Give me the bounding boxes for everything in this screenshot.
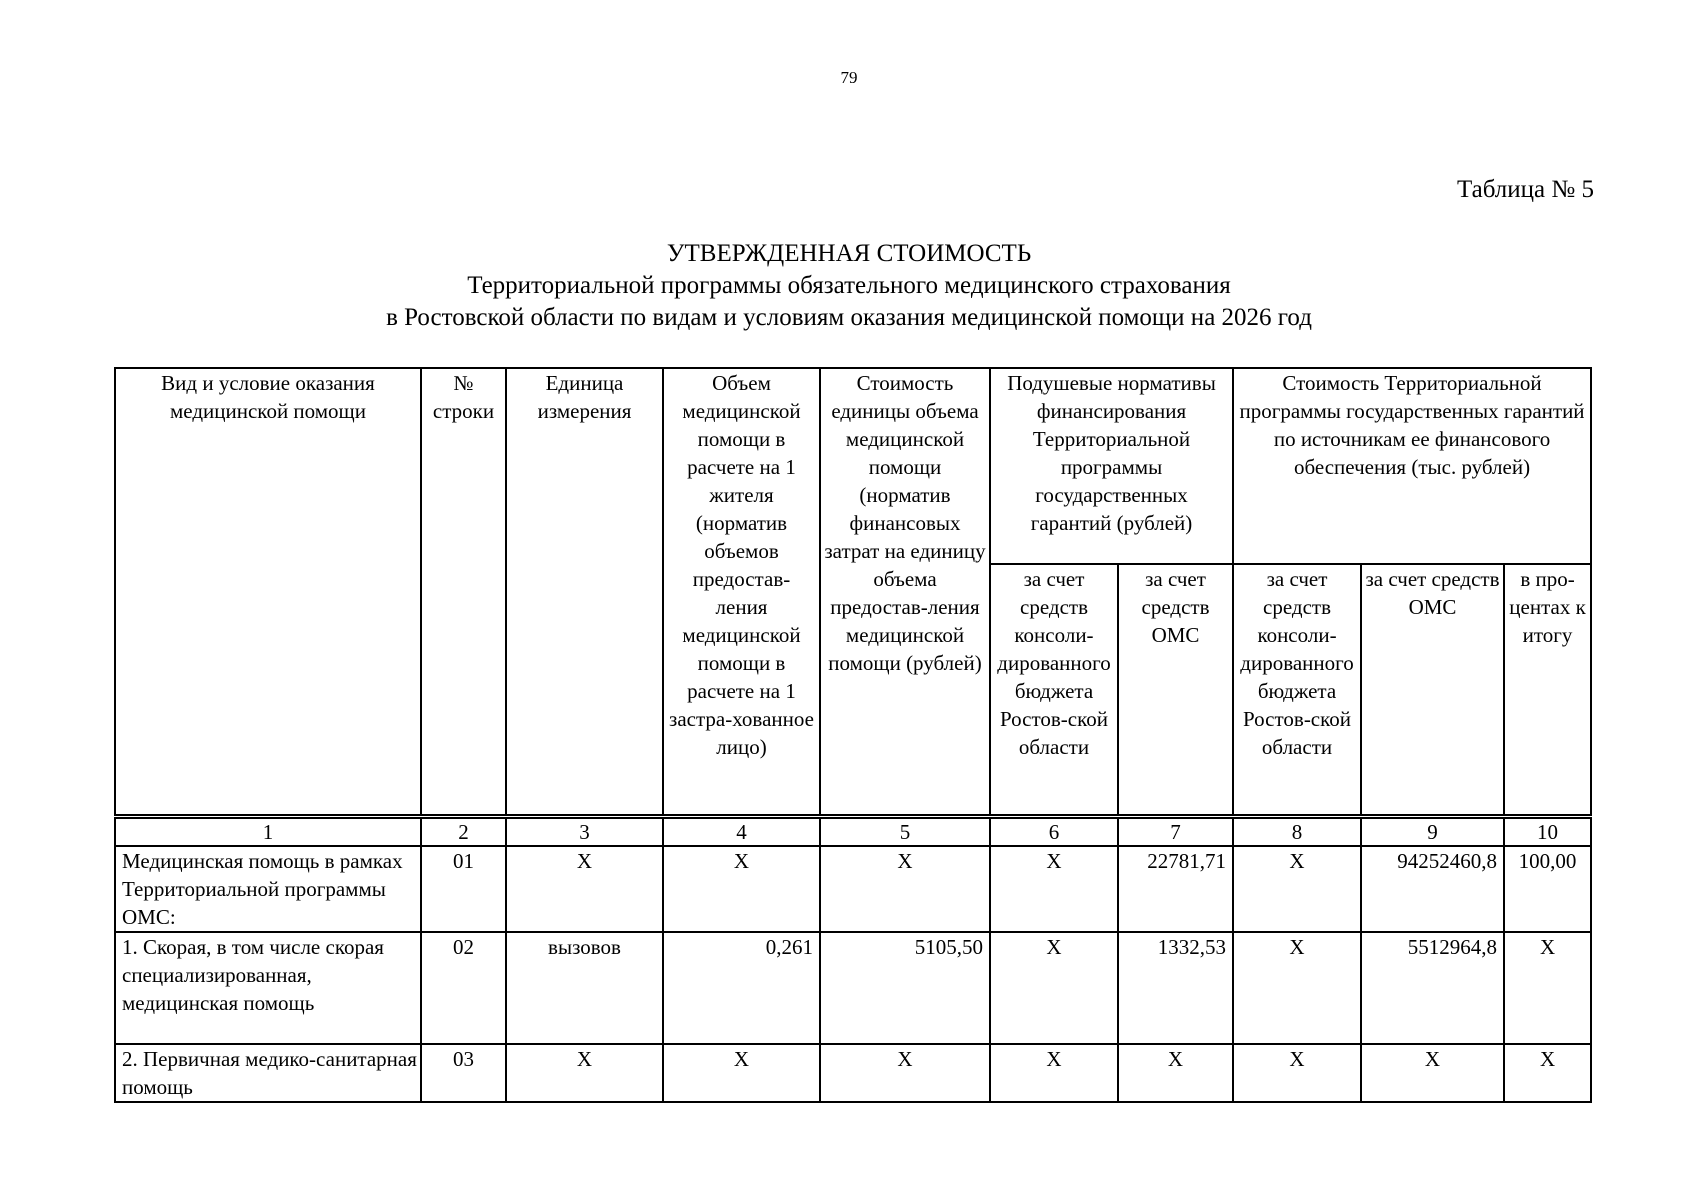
column-index: 10 [1504,816,1591,846]
row-oms-norm: X [1118,1044,1233,1102]
column-index-row [115,816,1591,846]
column-index: 1 [115,816,421,846]
header-program-cost: Стоимость Территориальной программы государственных гарантий по источникам ее финансового обеспечения (тыс. рублей) [1233,368,1591,564]
document-title [0,238,1698,334]
header-oms-total: за счет средств ОМС [1361,564,1504,816]
row-percent: X [1504,1044,1591,1102]
title-line-3: в Ростовской области по видам и условиям оказания медицинской помощи на 2026 год [386,304,1312,331]
title-line-1: УТВЕРЖДЕННАЯ СТОИМОСТЬ [666,240,1032,267]
row-unit-cost: 5105,50 [820,932,990,1044]
row-unit-cost: X [820,846,990,932]
page-number: 79 [840,68,858,87]
row-unit: вызовов [506,932,663,1044]
table-row [115,846,1591,932]
table-label: Таблица № 5 [1456,176,1594,203]
table-row [115,932,1591,1044]
column-index: 2 [421,816,506,846]
row-budget-total: X [1233,932,1361,1044]
column-index: 3 [506,816,663,846]
row-volume: 0,261 [663,932,820,1044]
title-line-2: Территориальной программы обязательного медицинского страхования [467,272,1231,299]
header-row-number: № строки [421,368,506,816]
table-row [115,1044,1591,1102]
row-budget-norm: X [990,932,1118,1044]
column-index: 5 [820,816,990,846]
header-unit-cost: Стоимость единицы объема медицинской помощи (норматив финансовых затрат на единицу объема предостав-ления медицинской помощи (рублей) [820,368,990,816]
row-volume: X [663,846,820,932]
row-oms-total: X [1361,1044,1504,1102]
column-index: 6 [990,816,1118,846]
row-unit: X [506,1044,663,1102]
row-percent: 100,00 [1504,846,1591,932]
header-budget-norm: за счет средств консоли-дированного бюджета Ростов-ской области [990,564,1118,816]
column-index: 9 [1361,816,1504,846]
row-oms-norm: 22781,71 [1118,846,1233,932]
row-oms-norm: 1332,53 [1118,932,1233,1044]
column-index: 8 [1233,816,1361,846]
header-per-capita-norms: Подушевые нормативы финансирования Территориальной программы государственных гарантий (рублей) [990,368,1233,564]
header-service-type: Вид и условие оказания медицинской помощи [115,368,421,816]
header-percent: в про-центах к итогу [1504,564,1591,816]
header-oms-norm: за счет средств ОМС [1118,564,1233,816]
row-oms-total: 94252460,8 [1361,846,1504,932]
row-line-number: 03 [421,1044,506,1102]
row-line-number: 02 [421,932,506,1044]
row-volume: X [663,1044,820,1102]
row-budget-total: X [1233,846,1361,932]
row-name: 2. Первичная медико-санитарная помощь [115,1044,421,1102]
row-name: 1. Скорая, в том числе скорая специализированная, медицинская помощь [115,932,421,1044]
row-name: Медицинская помощь в рамках Территориальной программы ОМС: [115,846,421,932]
header-budget-total: за счет средств консоли-дированного бюджета Ростов-ской области [1233,564,1361,816]
row-line-number: 01 [421,846,506,932]
row-budget-norm: X [990,846,1118,932]
row-unit-cost: X [820,1044,990,1102]
row-oms-total: 5512964,8 [1361,932,1504,1044]
row-budget-total: X [1233,1044,1361,1102]
column-index: 4 [663,816,820,846]
row-percent: X [1504,932,1591,1044]
header-volume: Объем медицинской помощи в расчете на 1 жителя (норматив объемов предостав-ления медицинской помощи в расчете на 1 застра-хованное лицо) [663,368,820,816]
column-index: 7 [1118,816,1233,846]
cost-table [114,367,1592,1103]
row-budget-norm: X [990,1044,1118,1102]
header-unit: Единица измерения [506,368,663,816]
row-unit: X [506,846,663,932]
